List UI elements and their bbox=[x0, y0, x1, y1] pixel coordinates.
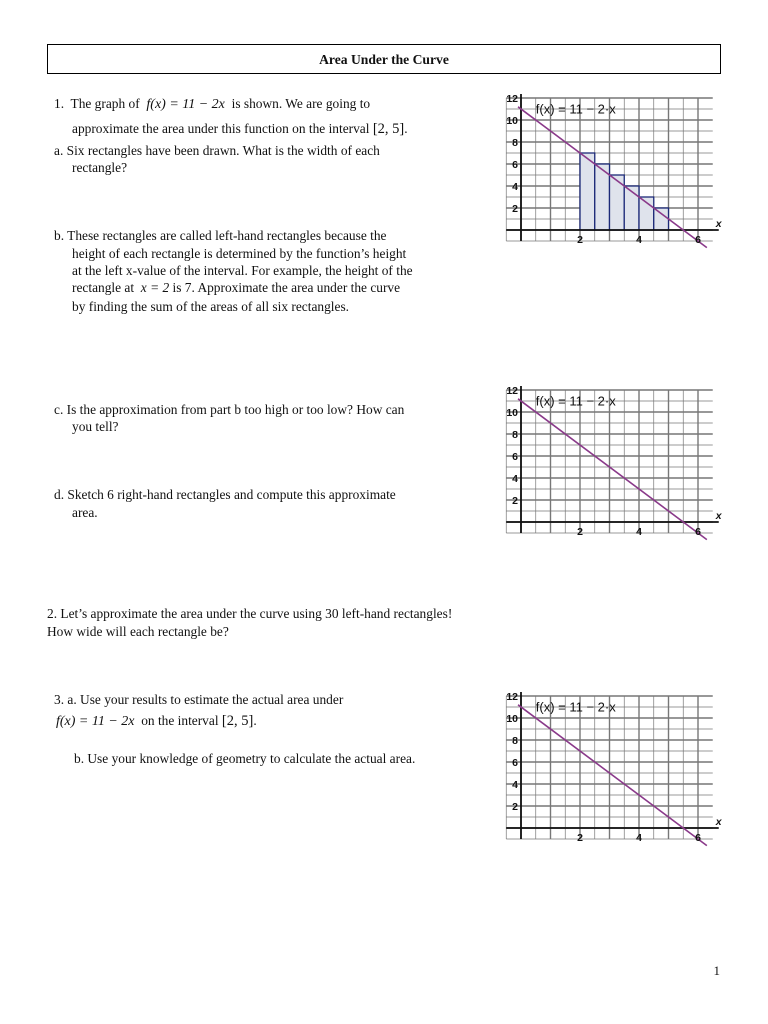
x-tick-label: 6 bbox=[695, 526, 701, 538]
page-number: 1 bbox=[713, 963, 720, 978]
q1b-line1: b. These rectangles are called left-hand rectangles because the bbox=[54, 228, 387, 243]
function-line bbox=[518, 705, 707, 846]
function-label: f(x) = 11 − 2·x bbox=[535, 699, 616, 715]
q1-period: . bbox=[404, 121, 408, 136]
q1c-line2: you tell? bbox=[72, 419, 119, 434]
q1a-line1: a. Six rectangles have been drawn. What is the width of each bbox=[54, 143, 380, 158]
q1b-line2: height of each rectangle is determined by the function’s height bbox=[72, 246, 407, 261]
y-tick-label: 4 bbox=[512, 779, 518, 791]
q3-period: . bbox=[253, 713, 257, 728]
y-tick-label: 12 bbox=[506, 93, 518, 105]
y-tick-label: 8 bbox=[512, 735, 518, 747]
y-tick-label: 8 bbox=[512, 429, 518, 441]
q1-line1 bbox=[54, 95, 370, 114]
q1d-line1: d. Sketch 6 right-hand rectangles and compute this approximate bbox=[54, 487, 396, 502]
graph-1 bbox=[500, 90, 722, 250]
q1a-line2: rectangle? bbox=[72, 160, 128, 175]
graph-2 bbox=[500, 382, 722, 542]
q3-mid: on the interval bbox=[141, 713, 219, 728]
y-tick-label: 2 bbox=[512, 495, 518, 507]
y-tick-label: 10 bbox=[506, 115, 518, 127]
left-hand-rectangle bbox=[624, 186, 639, 230]
y-tick-label: 6 bbox=[512, 159, 518, 171]
q1b-math: x = 2 bbox=[140, 280, 170, 295]
y-tick-label: 10 bbox=[506, 407, 518, 419]
q1b-line4 bbox=[72, 279, 400, 297]
y-tick-label: 12 bbox=[506, 691, 518, 703]
q2-line2: How wide will each rectangle be? bbox=[47, 624, 229, 639]
q1-number: 1. bbox=[54, 96, 65, 111]
x-tick-label: 4 bbox=[636, 526, 642, 538]
q1b-pre: rectangle at bbox=[72, 280, 135, 295]
left-hand-rectangle bbox=[580, 153, 595, 230]
q1-pre: The graph of bbox=[70, 96, 140, 111]
q1-line2 bbox=[72, 120, 408, 138]
q1-line2-text: approximate the area under this function on the interval bbox=[72, 121, 370, 136]
q1-interval: [2, 5] bbox=[372, 121, 405, 137]
x-tick-label: 2 bbox=[577, 526, 583, 538]
left-hand-rectangle bbox=[654, 208, 669, 230]
function-label: f(x) = 11 − 2·x bbox=[535, 393, 616, 409]
function-label: f(x) = 11 − 2·x bbox=[535, 101, 616, 117]
q1c-line1: c. Is the approximation from part b too high or too low? How can bbox=[54, 402, 405, 417]
y-tick-label: 6 bbox=[512, 451, 518, 463]
function-line bbox=[518, 399, 707, 540]
q3-function: f(x) = 11 − 2x bbox=[56, 714, 135, 729]
y-tick-label: 2 bbox=[512, 801, 518, 813]
q3a-line2 bbox=[56, 712, 257, 731]
x-tick-label: 4 bbox=[636, 234, 642, 246]
x-tick-label: 6 bbox=[695, 234, 701, 246]
q1b-line3: at the left x-value of the interval. For example, the height of the bbox=[72, 263, 413, 278]
q1b-post: is 7. Approximate the area under the curve bbox=[172, 280, 401, 295]
x-axis-label: x bbox=[715, 218, 722, 230]
q2-line1: 2. Let’s approximate the area under the curve using 30 left-hand rectangles! bbox=[47, 606, 453, 621]
y-tick-label: 12 bbox=[506, 385, 518, 397]
q3-interval: [2, 5] bbox=[221, 713, 254, 729]
left-hand-rectangle bbox=[610, 175, 625, 230]
y-tick-label: 2 bbox=[512, 203, 518, 215]
x-tick-label: 2 bbox=[577, 234, 583, 246]
y-tick-label: 4 bbox=[512, 473, 518, 485]
x-axis-label: x bbox=[715, 510, 722, 522]
y-tick-label: 4 bbox=[512, 181, 518, 193]
q3b-line1: b. Use your knowledge of geometry to calculate the actual area. bbox=[74, 751, 416, 766]
page-title: Area Under the Curve bbox=[47, 44, 721, 74]
x-tick-label: 2 bbox=[577, 832, 583, 844]
x-axis-label: x bbox=[715, 816, 722, 828]
y-tick-label: 6 bbox=[512, 757, 518, 769]
y-tick-label: 8 bbox=[512, 137, 518, 149]
q1d-line2: area. bbox=[72, 505, 98, 520]
q1-post: is shown. We are going to bbox=[231, 96, 371, 111]
q1b-line5: by finding the sum of the areas of all six rectangles. bbox=[72, 299, 350, 314]
x-tick-label: 4 bbox=[636, 832, 642, 844]
y-tick-label: 10 bbox=[506, 713, 518, 725]
graph-3 bbox=[500, 688, 722, 848]
q1-function: f(x) = 11 − 2x bbox=[146, 97, 225, 112]
x-tick-label: 6 bbox=[695, 832, 701, 844]
q3a-line1: 3. a. Use your results to estimate the actual area under bbox=[54, 692, 344, 707]
